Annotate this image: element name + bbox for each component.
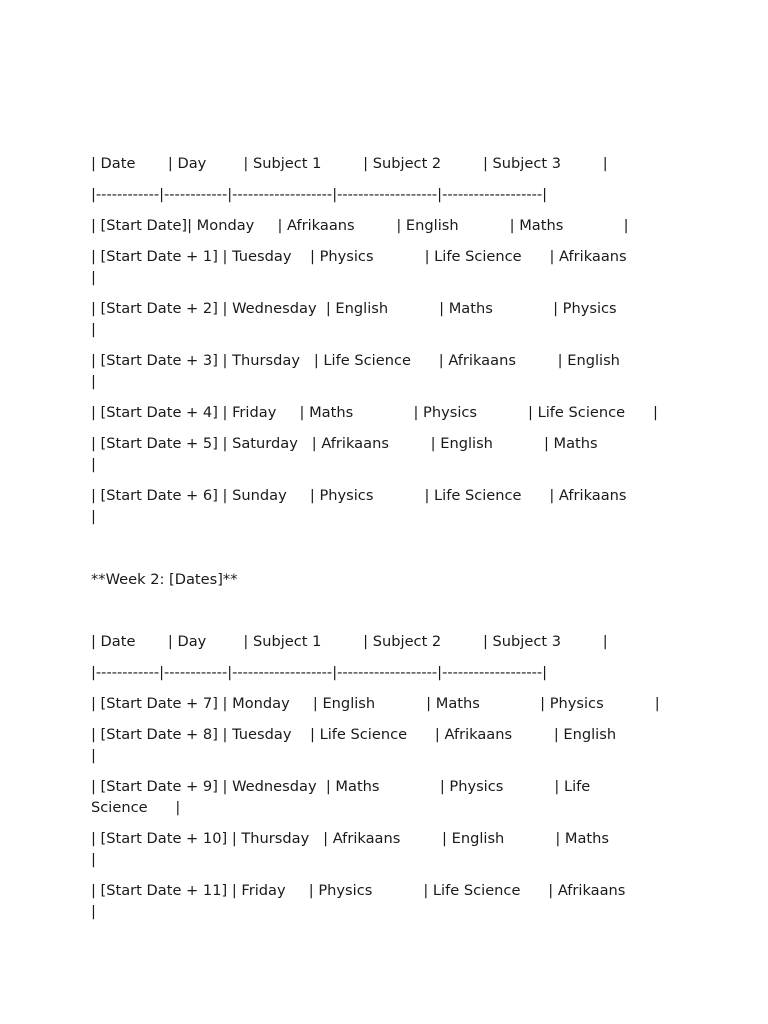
week2-row-1: | [Start Date + 7] | Monday | English | Maths | Physics | (91, 695, 660, 712)
week1-row-5: | [Start Date + 4] | Friday | Maths | Physics | Life Science | (91, 404, 658, 421)
week2-row-4: | [Start Date + 10] | Thursday | Afrikaans | English | Maths | (91, 830, 670, 868)
week2-table-header: | Date | Day | Subject 1 | Subject 2 | Subject 3 | (91, 633, 608, 650)
week1-row-4: | [Start Date + 3] | Thursday | Life Science | Afrikaans | English | (91, 352, 671, 390)
week2-table-separator: |------------|------------|-------------------|-------------------|-------------------| (91, 664, 548, 681)
week1-row-3: | [Start Date + 2] | Wednesday | English | Maths | Physics | (91, 300, 668, 338)
week1-table-separator: |------------|------------|-------------------|-------------------|-------------------| (91, 186, 548, 203)
week1-row-1: | [Start Date]| Monday | Afrikaans | English | Maths | (91, 217, 629, 234)
week1-row-7: | [Start Date + 6] | Sunday | Physics | Life Science | Afrikaans | (91, 487, 669, 525)
week2-heading: **Week 2: [Dates]** (91, 571, 238, 588)
document-content (91, 153, 711, 932)
week2-row-5: | [Start Date + 11] | Friday | Physics | Life Science | Afrikaans | (91, 882, 668, 920)
week1-table-header: | Date | Day | Subject 1 | Subject 2 | Subject 3 | (91, 155, 608, 172)
week1-row-6: | [Start Date + 5] | Saturday | Afrikaans | English | Maths | (91, 435, 658, 473)
week2-row-2: | [Start Date + 8] | Tuesday | Life Science | Afrikaans | English | (91, 726, 668, 764)
week1-row-2: | [Start Date + 1] | Tuesday | Physics | Life Science | Afrikaans | (91, 248, 669, 286)
week2-row-3: | [Start Date + 9] | Wednesday | Maths | Physics | Life Science | (91, 778, 595, 816)
